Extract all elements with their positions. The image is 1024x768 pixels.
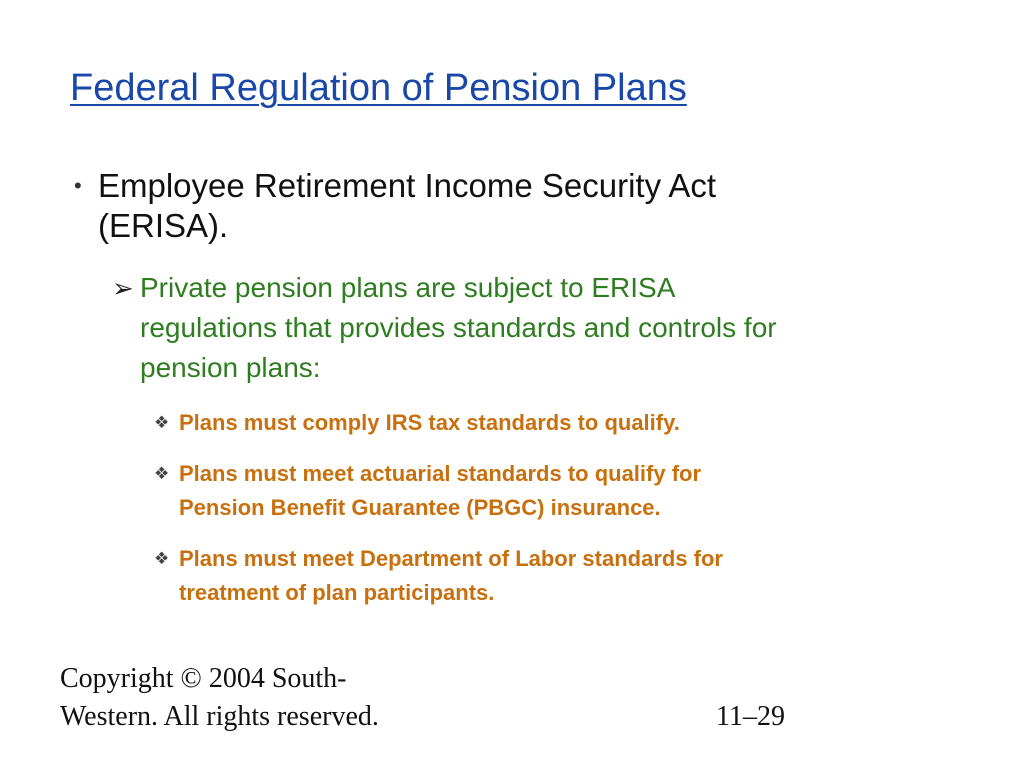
- bullet-level1-text: [98, 166, 716, 246]
- diamond-bullet-icon: ❖: [154, 464, 170, 483]
- bullet-level3-line1: Plans must meet actuarial standards to qualify for: [179, 461, 702, 486]
- bullet-level2-private-plans: [112, 268, 922, 388]
- diamond-bullet-icon: ❖: [154, 413, 170, 432]
- bullet-level3-actuarial: [154, 457, 914, 525]
- bullet-level2-line3: pension plans:: [140, 352, 321, 383]
- copyright-line1: Copyright © 2004 South-: [60, 663, 347, 694]
- bullet-level3-irs: [154, 406, 914, 440]
- bullet-level3-labor: [154, 542, 914, 610]
- bullet-level3-line2: treatment of plan participants.: [179, 580, 495, 605]
- diamond-bullet-icon: ❖: [154, 549, 170, 568]
- bullet-level1-erisa: [72, 166, 872, 246]
- bullet-level3-text: [179, 406, 680, 440]
- bullet-level2-line1: Private pension plans are subject to ERISA: [140, 272, 676, 303]
- slide-title: Federal Regulation of Pension Plans: [70, 67, 687, 109]
- bullet-level3-line2: Pension Benefit Guarantee (PBGC) insurance.: [179, 495, 661, 520]
- copyright-line2: Western. All rights reserved.: [60, 701, 379, 732]
- bullet-level3-text: [179, 542, 723, 610]
- bullet-level2-line2: regulations that provides standards and controls for: [140, 312, 777, 343]
- bullet-level3-line1: Plans must comply IRS tax standards to qualify.: [179, 410, 680, 435]
- footer-copyright: [60, 660, 379, 736]
- bullet-level3-text: [179, 457, 701, 525]
- bullet-level3-line1: Plans must meet Department of Labor standards for: [179, 546, 723, 571]
- page-number: 11–29: [716, 701, 785, 732]
- round-bullet-icon: •: [74, 173, 82, 198]
- arrow-bullet-icon: ➢: [112, 273, 134, 303]
- bullet-level2-text: [140, 268, 777, 388]
- bullet-level1-line1: Employee Retirement Income Security Act: [98, 167, 717, 204]
- bullet-level1-line2: (ERISA).: [98, 207, 229, 244]
